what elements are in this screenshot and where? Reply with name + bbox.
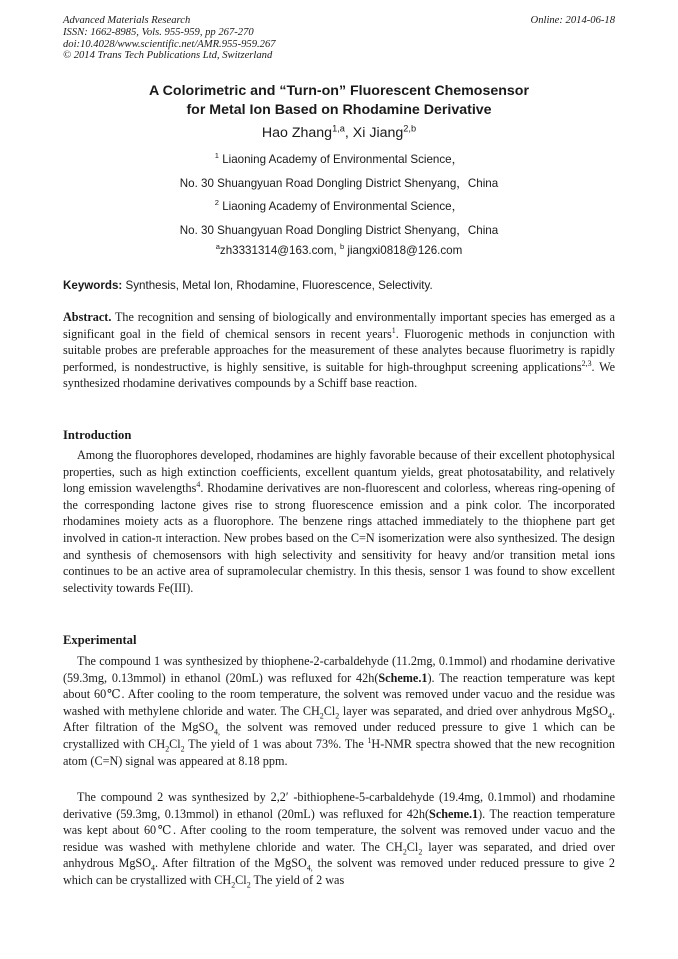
subscript: 4 [607, 711, 612, 721]
journal-header [63, 15, 615, 62]
citation: 2,3 [581, 358, 592, 368]
introduction-heading: Introduction [63, 428, 132, 442]
body-text: . Rhodamine derivatives are non-fluorescent and colorless, whereas ring-opening of the corresponding lactone gives rise to strong fluorescence emission and a pink color. The incorporated rhodamines moiety acts as a fluorophore. The benzene rings attached immediately to the thiophene part get involved in cation-π interaction. New probes based on the C=N isomerization were also synthesized. The design and synthesis of chemosensors with high selectivity and sensitivity for heavy and/or transition metal ions continues to be an active area of supramolecular chemistry. In this thesis, sensor 1 was found to show excellent selectivity towards Fe(III). [63, 481, 616, 595]
author-superscript: 2,b [403, 123, 417, 134]
affiliation-name: Liaoning Academy of Environmental Science， [218, 200, 464, 213]
body-text: the solvent was removed under reduced pressure to give 1 which can be crystallized with CH [63, 720, 615, 751]
body-text: The yield of 1 was about 73%. The [184, 736, 368, 751]
subscript: 2 [335, 711, 340, 721]
abstract-text: . Fluorogenic methods in conjunction with suitable probes are preferable approaches for the measurement of these analytes because fluorimetry is rapidly performed, is nondestructive, is highly sensitive, is suitable for high-throughput screening applications [63, 326, 615, 374]
body-text: . After filtration of the MgSO [154, 856, 307, 871]
body-text: ). The reaction temperature was kept about 60℃. After cooling to the room temperature, the solvent was removed under vacuo and the residue was washed with methylene chloride and water. The CH [63, 670, 615, 718]
experimental-paragraph-2 [63, 789, 615, 889]
subscript: 4, [306, 863, 313, 873]
body-text: the solvent was removed under reduced pressure to give 2 which can be crystallized with CH [63, 856, 615, 887]
title-line-1: A Colorimetric and “Turn-on” Fluorescent Chemosensor [149, 83, 529, 99]
body-text: Among the fluorophores developed, rhodamines are highly favorable because of their excellent photophysical properties, such as high extinction coefficients, excellent quantum yields, great photosatability, and relatively long emission wavelengths [63, 448, 615, 496]
citation: 4 [196, 480, 201, 490]
author-emails [63, 244, 615, 257]
abstract [63, 309, 615, 392]
subscript: 2 [246, 880, 251, 890]
keywords [63, 279, 615, 292]
body-text: H-NMR spectra showed that the new recognition atom (C=N) signal was appeared at 8.18 ppm. [63, 736, 615, 768]
affiliation-name: Liaoning Academy of Environmental Science， [218, 153, 464, 166]
author-name: Xi Jiang [352, 125, 404, 141]
subscript: 2 [180, 744, 185, 754]
affiliation-number: 1 [214, 151, 219, 161]
subscript: 2 [165, 744, 170, 754]
subscript: 2 [402, 847, 407, 857]
experimental-paragraph-1 [63, 653, 615, 769]
journal-issn: ISSN: 1662-8985, Vols. 955-959, pp 267-270 [63, 26, 254, 38]
email-link[interactable]: jiangxi0818@126.com [344, 244, 463, 257]
email-link[interactable]: zh3331314@163.com, [219, 244, 340, 257]
author-list [63, 125, 615, 141]
affiliation-1 [63, 151, 615, 167]
keywords-text: Synthesis, Metal Ion, Rhodamine, Fluorescence, Selectivity. [122, 279, 433, 292]
affiliation-2 [63, 198, 615, 214]
paper-title [63, 82, 615, 119]
body-text: The compound 1 was synthesized by thiophene-2-carbaldehyde (11.2mg, 0.1mmol) and rhodamine derivative (59.3mg, 0.13mmol) in ethanol (20mL) was refluxed for 42h( [63, 654, 615, 685]
journal-name: Advanced Materials Research [63, 15, 191, 26]
affiliation-2-address: No. 30 Shuangyuan Road Dongling District Shenyang，China [179, 224, 499, 237]
subscript: 2 [319, 711, 324, 721]
subscript: 2 [418, 847, 423, 857]
scheme-reference: Scheme.1 [429, 806, 479, 821]
affiliation-1-address: No. 30 Shuangyuan Road Dongling District Shenyang，China [179, 177, 499, 190]
body-text: The compound 2 was synthesized by 2,2′ -bithiophene-5-carbaldehyde (19.4mg, 0.1mmol) and rhodamine derivative (59.3mg, 0.13mmol) in ethanol (20mL) was refluxed for 42h( [63, 790, 615, 821]
body-text: layer was separated, and dried over anhydrous MgSO [339, 703, 608, 718]
affiliation-number: 2 [214, 198, 219, 208]
experimental-heading: Experimental [63, 633, 137, 647]
abstract-text: . We synthesized rhodamine derivatives compounds by a Schiff base reaction. [63, 359, 616, 391]
subscript: 4, [214, 727, 220, 737]
subscript: 2 [231, 880, 236, 890]
email-marker: b [339, 242, 345, 252]
journal-copyright: © 2014 Trans Tech Publications Ltd, Switzerland [63, 50, 273, 62]
author-superscript: 1,a [332, 123, 345, 134]
citation: 1 [391, 325, 396, 335]
body-text: Cl [406, 839, 419, 854]
abstract-label: Abstract. [63, 310, 112, 324]
abstract-text: The recognition and sensing of biologically and environmentally important species has emerged as a significant goal in the field of chemical sensors in recent years [63, 310, 615, 341]
subscript: 4 [151, 863, 155, 873]
body-text: layer was separated, and dried over anhydrous MgSO [63, 839, 615, 871]
author-separator: , [344, 125, 353, 141]
body-text: Cl [235, 872, 247, 887]
body-text: . After filtration of the MgSO [63, 703, 615, 735]
superscript: 1 [367, 735, 372, 745]
keywords-label: Keywords: [63, 279, 123, 292]
introduction-paragraph [63, 447, 615, 596]
author-name: Hao Zhang [261, 125, 333, 141]
body-text: ). The reaction temperature was kept about 60℃. After cooling to the room temperature, the solvent was removed under vacuo and the residue was washed with methylene chloride and water. The CH [63, 806, 615, 854]
body-text: The yield of 2 was [250, 872, 345, 887]
scheme-reference: Scheme.1 [378, 670, 428, 685]
email-marker: a [215, 242, 220, 252]
online-date: Online: 2014-06-18 [530, 15, 615, 26]
title-line-2: for Metal Ion Based on Rhodamine Derivative [186, 101, 492, 118]
journal-doi: doi:10.4028/www.scientific.net/AMR.955-959.267 [63, 38, 276, 50]
body-text: Cl [323, 703, 336, 718]
body-text: Cl [169, 736, 181, 751]
